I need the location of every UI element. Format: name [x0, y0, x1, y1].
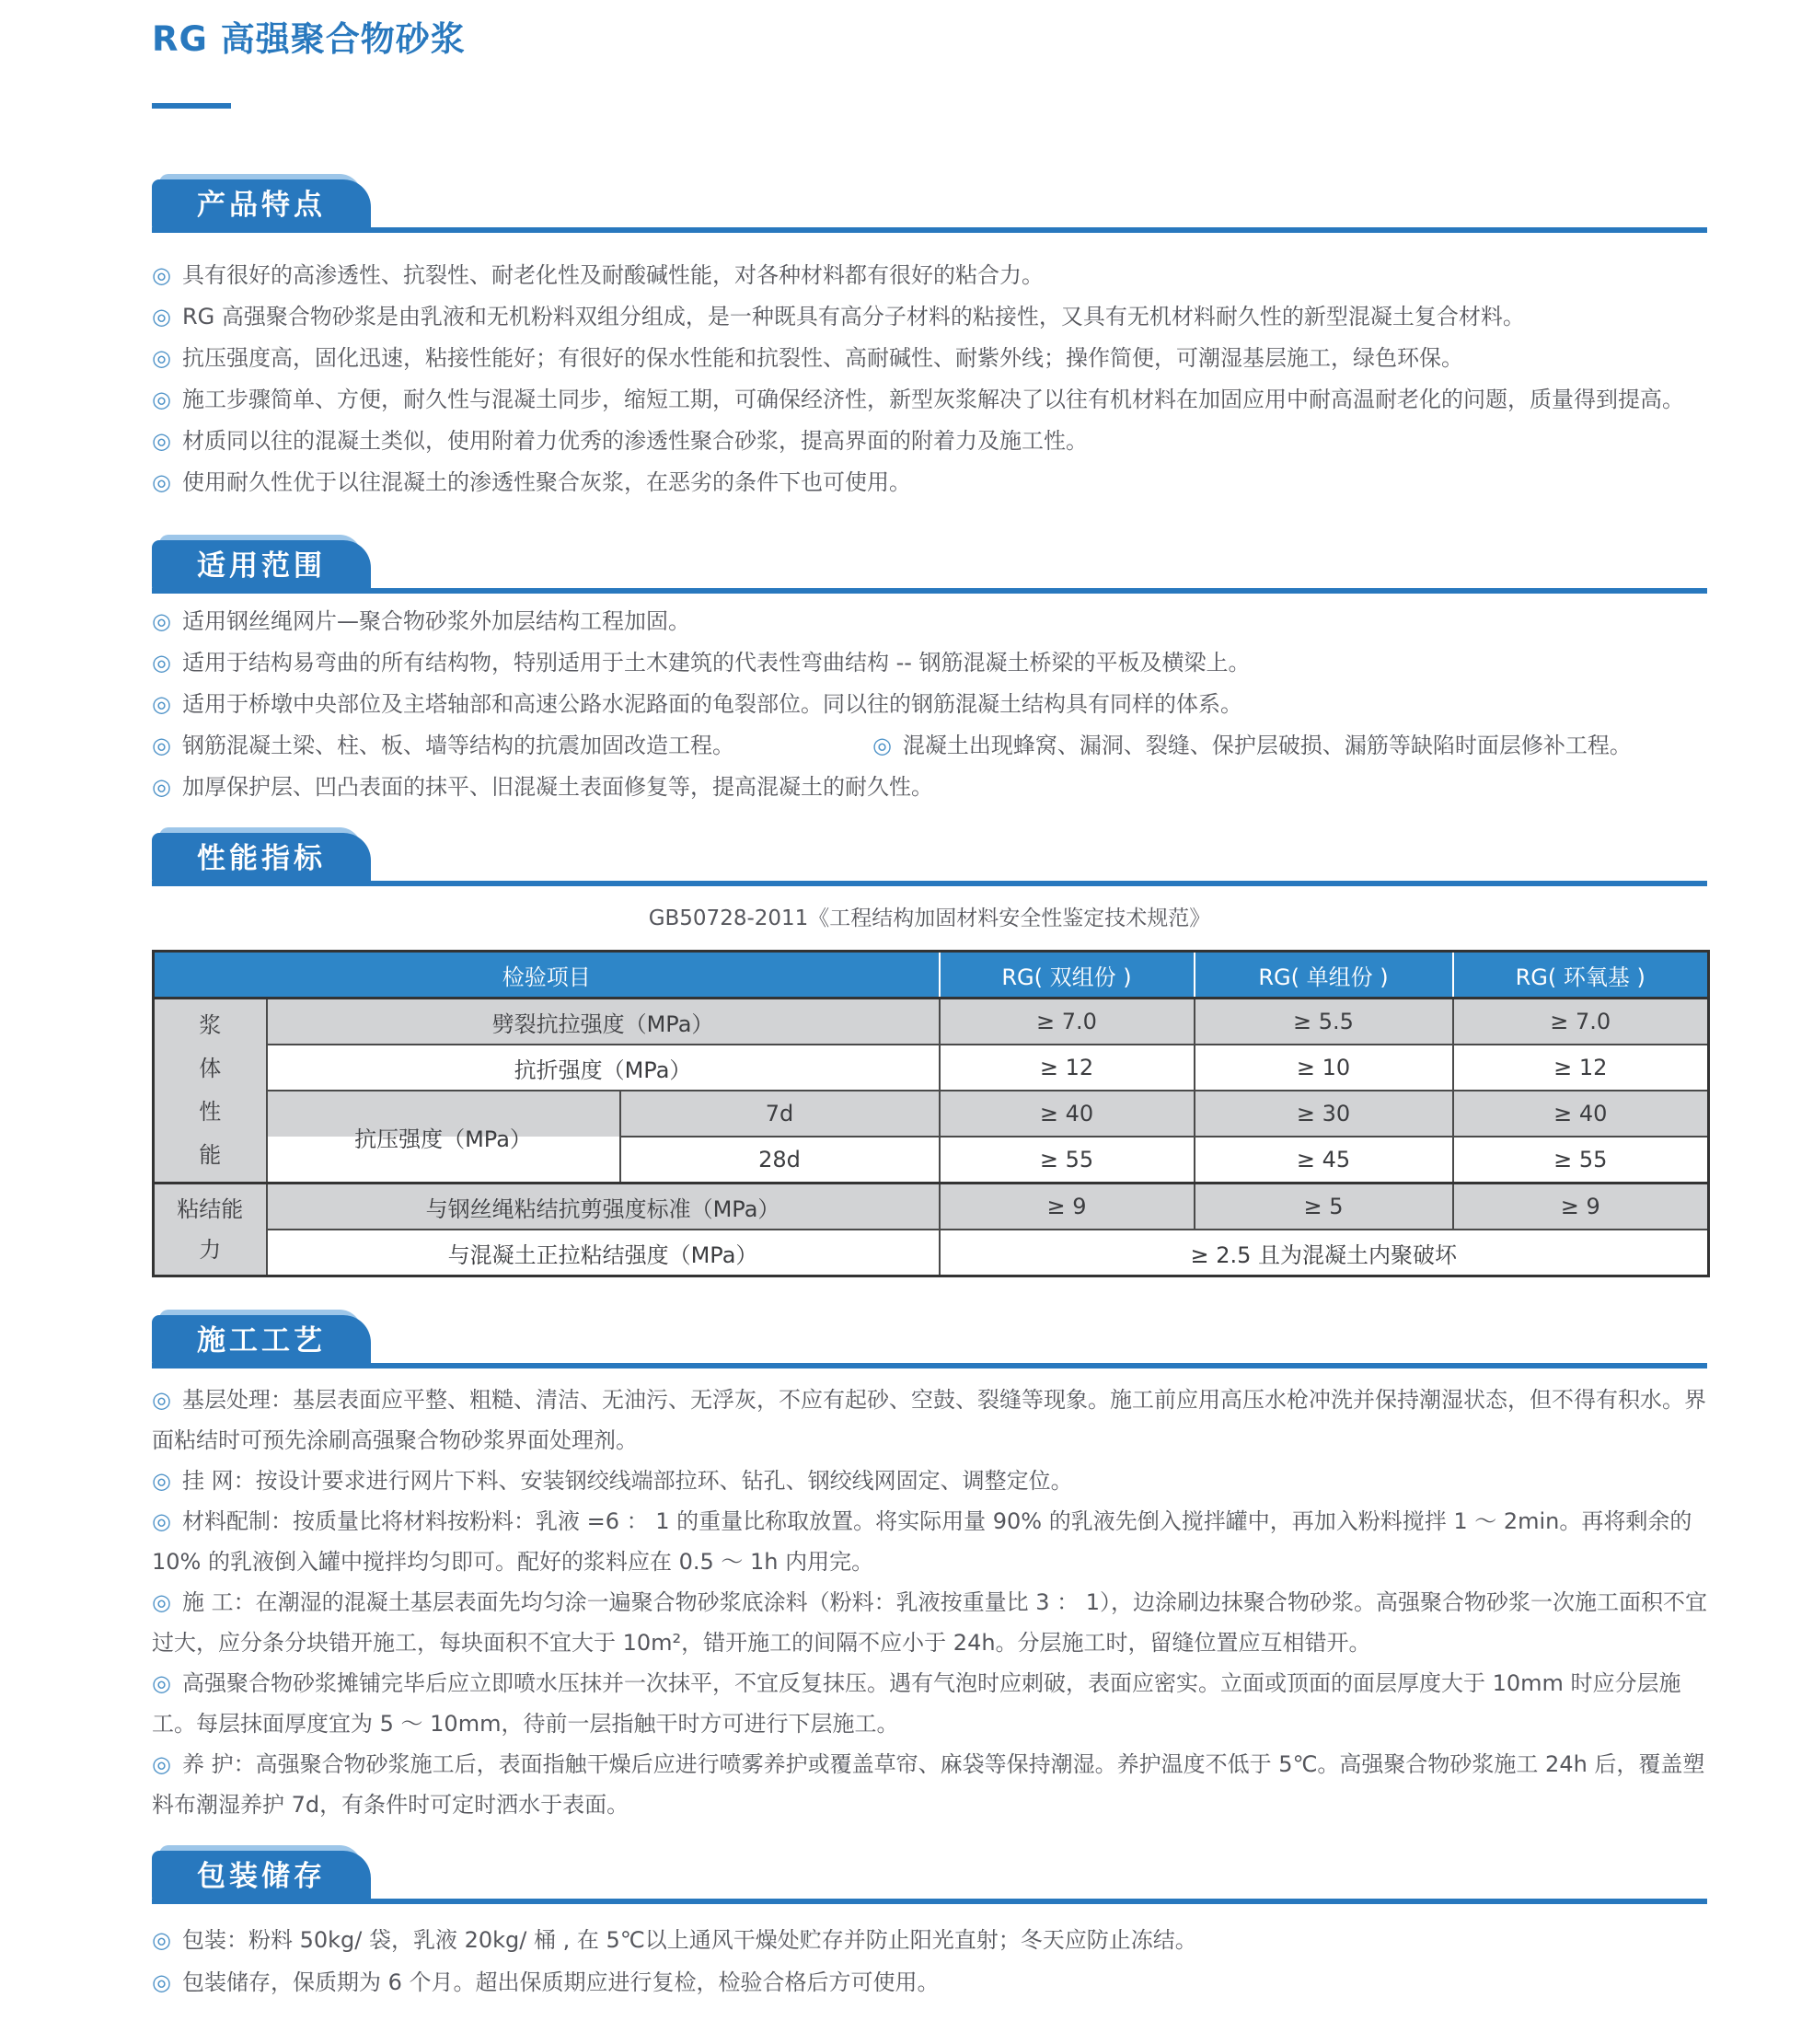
bullet-icon: ◎: [152, 733, 171, 758]
bullet-text: 材质同以往的混凝土类似，使用附着力优秀的渗透性聚合砂浆，提高界面的附着力及施工性。: [181, 428, 1088, 454]
scope-list: [152, 594, 1707, 808]
bullet-icon: ◎: [152, 1670, 171, 1696]
features-list: [152, 233, 1707, 503]
row-group-label: 粘结能力: [177, 1196, 244, 1263]
section-badge-scope: 适用范围: [152, 540, 371, 594]
criterion-cell-compressive: 抗压强度（MPa）: [267, 1091, 620, 1184]
value-cell: ≥ 40: [1453, 1091, 1709, 1137]
page-title: RG 高强聚合物砂浆: [152, 19, 466, 59]
value-cell: ≥ 7.0: [1453, 999, 1709, 1045]
col-header-rg-single: RG( 单组份 ): [1195, 952, 1453, 999]
bullet-icon: ◎: [152, 345, 171, 371]
bullet-item: [152, 767, 1707, 808]
bullet-item: [152, 642, 1707, 684]
bullet-item: [152, 1461, 1707, 1501]
table-row: [154, 1184, 1709, 1230]
bullet-icon: ◎: [152, 262, 171, 288]
bullet-text: 混凝土出现蜂窝、漏洞、裂缝、保护层破损、漏筋等缺陷时面层修补工程。: [902, 733, 1632, 758]
col-header-rg-double: RG( 双组份 ): [940, 952, 1195, 999]
section-header-scope: [152, 540, 1707, 594]
value-cell: ≥ 9: [1453, 1184, 1709, 1230]
bullet-text: 包装储存，保质期为 6 个月。超出保质期应进行复检，检验合格后方可使用。: [181, 1969, 940, 1995]
bullet-icon: ◎: [152, 1927, 171, 1953]
table-row: [154, 1045, 1709, 1091]
bullet-text: 适用于桥墩中央部位及主塔轴部和高速公路水泥路面的龟裂部位。同以往的钢筋混凝土结构具有同样的体系。: [181, 691, 1242, 717]
section-header-features: [152, 179, 1707, 233]
bullet-item: [152, 255, 1707, 296]
section-badge-features: 产品特点: [152, 179, 371, 233]
bullet-text: 具有很好的高渗透性、抗裂性、耐老化性及耐酸碱性能，对各种材料都有很好的粘合力。: [181, 262, 1044, 288]
value-cell: ≥ 12: [940, 1045, 1195, 1091]
section-header-performance: [152, 833, 1707, 886]
value-cell: ≥ 55: [1453, 1137, 1709, 1184]
bullet-item: [152, 601, 1707, 642]
value-cell: ≥ 40: [940, 1091, 1195, 1137]
process-list: [152, 1368, 1707, 1825]
bullet-item: [152, 1380, 1707, 1461]
bullet-text: 养 护：高强聚合物砂浆施工后，表面指触干燥后应进行喷雾养护或覆盖草帘、麻袋等保持潮湿。养护温度不低于 5℃。高强聚合物砂浆施工 24h 后，覆盖塑料布潮湿养护 7d，有条件时可定时洒水于表面。: [152, 1751, 1705, 1818]
value-cell-merged: ≥ 2.5 且为混凝土内聚破坏: [940, 1230, 1709, 1276]
value-cell: ≥ 5: [1195, 1184, 1453, 1230]
value-cell: ≥ 10: [1195, 1045, 1453, 1091]
bullet-icon: ◎: [152, 650, 171, 676]
bullet-text: 适用于结构易弯曲的所有结构物，特别适用于土木建筑的代表性弯曲结构 -- 钢筋混凝土桥梁的平板及横梁上。: [181, 650, 1251, 676]
bullet-icon: ◎: [152, 1468, 171, 1494]
value-cell: ≥ 9: [940, 1184, 1195, 1230]
age-cell: 7d: [620, 1091, 940, 1137]
bullet-text: RG 高强聚合物砂浆是由乳液和无机粉料双组分组成，是一种既具有高分子材料的粘接性，又具有无机材料耐久性的新型混凝土复合材料。: [181, 304, 1525, 329]
bullet-item-pair: [152, 725, 1707, 767]
bullet-item: [152, 1582, 1707, 1663]
age-cell: 28d: [620, 1137, 940, 1184]
bullet-text: 高强聚合物砂浆摊铺完毕后应立即喷水压抹并一次抹平，不宜反复抹压。遇有气泡时应刺破，表面应密实。立面或顶面的面层厚度大于 10mm 时应分层施工。每层抹面厚度宜为 5 ～ 10mm，待前一层指触干时方可进行下层施工。: [152, 1670, 1681, 1737]
value-cell: ≥ 7.0: [940, 999, 1195, 1045]
bullet-item: [152, 462, 1707, 503]
bullet-item: [152, 1961, 1707, 2004]
bullet-icon: ◎: [152, 1969, 171, 1995]
value-cell: ≥ 55: [940, 1137, 1195, 1184]
criterion-cell: 劈裂抗拉强度（MPa）: [267, 999, 940, 1045]
bullet-icon: ◎: [152, 387, 171, 412]
bullet-text: 材料配制：按质量比将材料按粉料：乳液 =6 ： 1 的重量比称取放置。将实际用量 90% 的乳液先倒入搅拌罐中，再加入粉料搅拌 1 ～ 2min。再将剩余的 10% 的乳液倒入罐中搅拌均匀即可。配好的浆料应在 0.5 ～ 1h 内用完。: [152, 1508, 1692, 1575]
bullet-icon: ◎: [152, 608, 171, 634]
bullet-text: 基层处理：基层表面应平整、粗糙、清洁、无油污、无浮灰，不应有起砂、空鼓、裂缝等现象。施工前应用高压水枪冲洗并保持潮湿状态，但不得有积水。界面粘结时可预先涂刷高强聚合物砂浆界面处理剂。: [152, 1387, 1706, 1453]
row-group-bond: [154, 1184, 267, 1276]
section-header-process: [152, 1315, 1707, 1368]
bullet-text: 包装：粉料 50kg/ 袋，乳液 20kg/ 桶 , 在 5℃以上通风干燥处贮存并防止阳光直射；冬天应防止冻结。: [181, 1927, 1197, 1953]
bullet-icon: ◎: [152, 1751, 171, 1777]
bullet-text: 使用耐久性优于以往混凝土的渗透性聚合灰浆，在恶劣的条件下也可使用。: [181, 469, 911, 495]
section-badge-process: 施工工艺: [152, 1315, 371, 1368]
bullet-text: 抗压强度高，固化迅速，粘接性能好；有很好的保水性能和抗裂性、高耐碱性、耐紫外线；操作简便，可潮湿基层施工，绿色环保。: [181, 345, 1463, 371]
criterion-cell: 抗折强度（MPa）: [267, 1045, 940, 1091]
bullet-text: 施 工：在潮湿的混凝土基层表面先均匀涂一遍聚合物砂浆底涂料（粉料：乳液按重量比 3 ： 1），边涂刷边抹聚合物砂浆。高强聚合物砂浆一次施工面积不宜过大，应分条分块错开施工，每块面积不宜大于 10m²，错开施工的间隔不应小于 24h。分层施工时，留缝位置应互相错开。: [152, 1589, 1708, 1656]
bullet-text: 钢筋混凝土梁、柱、板、墙等结构的抗震加固改造工程。: [181, 733, 734, 758]
packaging-list: [152, 1904, 1707, 2004]
criterion-cell: 与混凝土正拉粘结强度（MPa）: [267, 1230, 940, 1276]
bullet-icon: ◎: [152, 1387, 171, 1413]
bullet-icon: ◎: [152, 691, 171, 717]
performance-table: [152, 950, 1710, 1277]
bullet-icon: ◎: [152, 1508, 171, 1534]
table-header-row: [154, 952, 1709, 999]
bullet-icon: ◎: [152, 1589, 171, 1615]
bullet-item: [152, 1919, 1707, 1961]
bullet-item: [152, 1501, 1707, 1582]
table-row: [154, 999, 1709, 1045]
bullet-text: 适用钢丝绳网片—聚合物砂浆外加层结构工程加固。: [181, 608, 690, 634]
bullet-item: [152, 1744, 1707, 1825]
bullet-text: 加厚保护层、凹凸表面的抹平、旧混凝土表面修复等，提高混凝土的耐久性。: [181, 774, 933, 800]
table-row: [154, 1230, 1709, 1276]
bullet-item: [152, 684, 1707, 725]
value-cell: ≥ 30: [1195, 1091, 1453, 1137]
table-caption: GB50728-2011《工程结构加固材料安全性鉴定技术规范》: [648, 907, 1211, 930]
value-cell: ≥ 12: [1453, 1045, 1709, 1091]
section-badge-performance: 性能指标: [152, 833, 371, 886]
bullet-icon: ◎: [152, 469, 171, 495]
table-row: [154, 1091, 1709, 1137]
title-underline: [152, 103, 231, 109]
bullet-icon: ◎: [152, 304, 171, 329]
row-group-slurry: [154, 999, 267, 1184]
bullet-item: [152, 1663, 1707, 1744]
bullet-text: 挂 网：按设计要求进行网片下料、安装钢绞线端部拉环、钻孔、钢绞线网固定、调整定位。: [181, 1468, 1073, 1494]
row-group-label: 浆体性能: [199, 1012, 222, 1168]
section-header-packaging: [152, 1851, 1707, 1904]
section-badge-packaging: 包装储存: [152, 1851, 371, 1904]
bullet-icon: ◎: [152, 428, 171, 454]
bullet-icon: ◎: [872, 733, 892, 758]
col-header-item: 检验项目: [154, 952, 940, 999]
bullet-item: [152, 421, 1707, 462]
col-header-rg-epoxy: RG( 环氧基 ): [1453, 952, 1709, 999]
value-cell: ≥ 5.5: [1195, 999, 1453, 1045]
bullet-item: [152, 338, 1707, 379]
bullet-text: 施工步骤简单、方便，耐久性与混凝土同步，缩短工期，可确保经济性，新型灰浆解决了以往有机材料在加固应用中耐高温耐老化的问题，质量得到提高。: [181, 387, 1684, 412]
bullet-icon: ◎: [152, 774, 171, 800]
bullet-item: [152, 296, 1707, 338]
bullet-item: [152, 379, 1707, 421]
value-cell: ≥ 45: [1195, 1137, 1453, 1184]
criterion-cell: 与钢丝绳粘结抗剪强度标准（MPa）: [267, 1184, 940, 1230]
